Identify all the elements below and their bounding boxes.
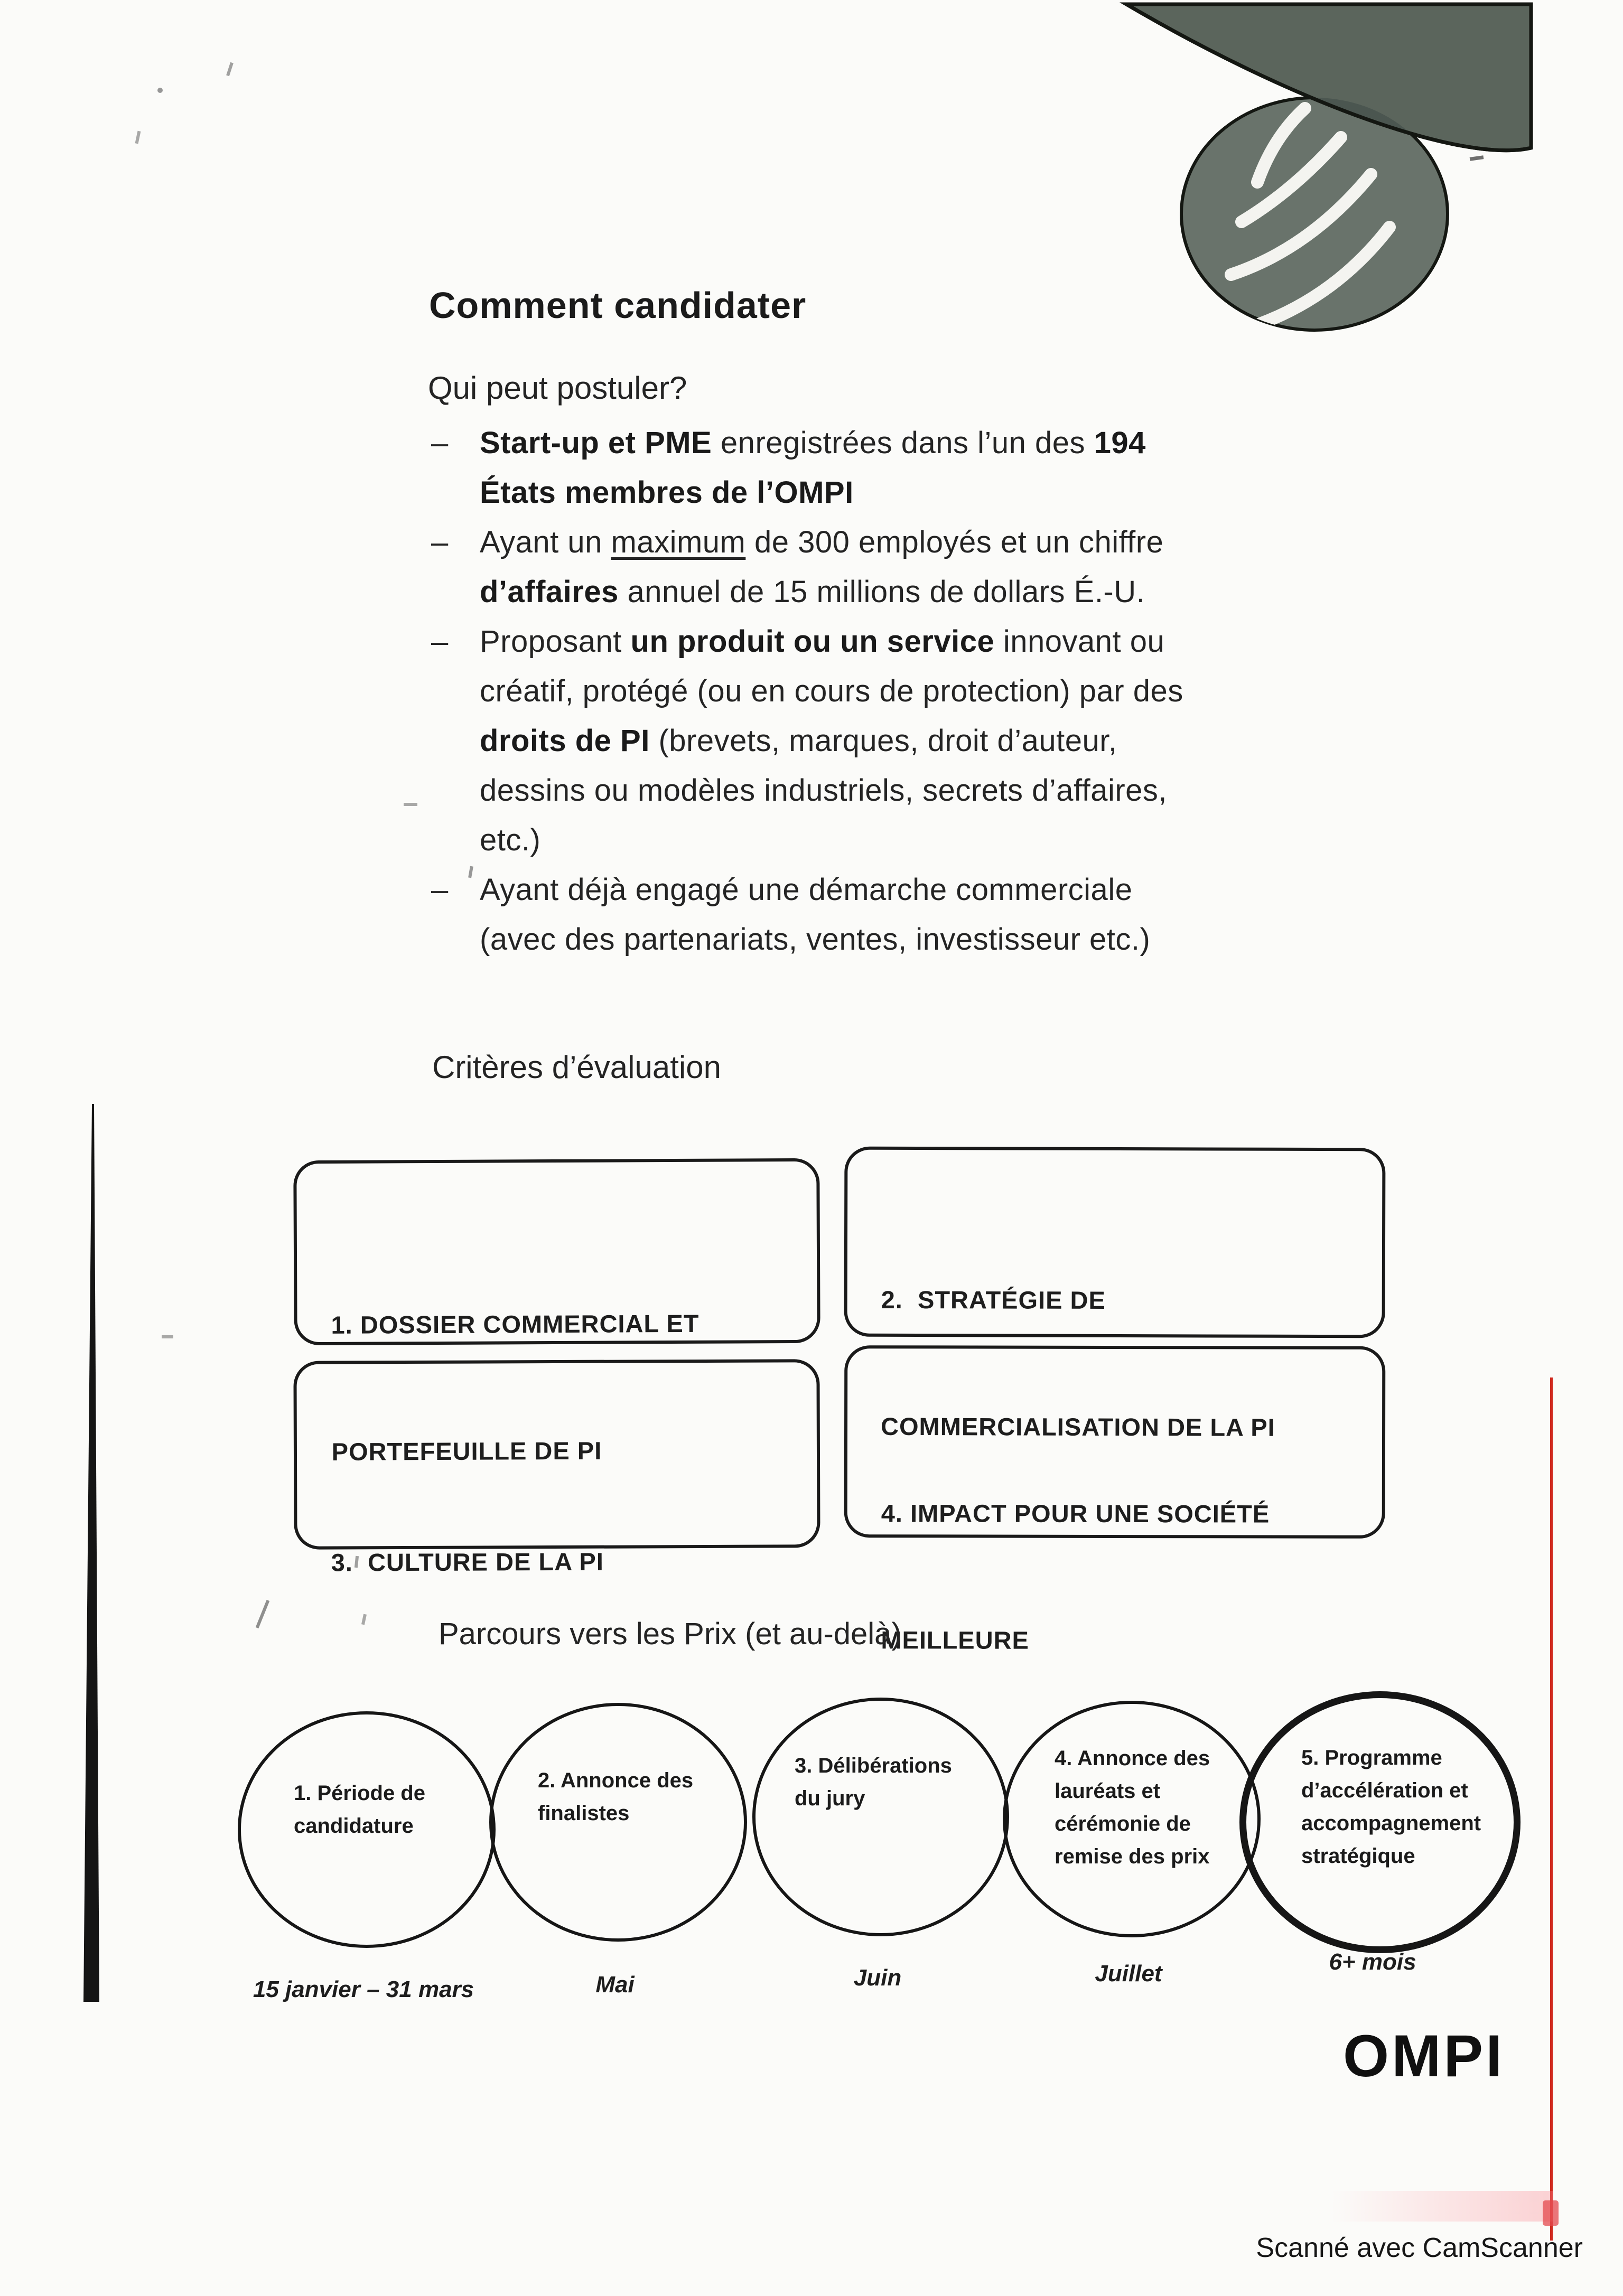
text-line: 2. STRATÉGIE DE <box>881 1285 1106 1314</box>
text-line: d’accélération et <box>1301 1779 1468 1802</box>
timeline-step-date: Mai <box>595 1972 635 1998</box>
text-segment: un produit ou un service <box>630 624 995 659</box>
text-segment: d’affaires <box>480 575 619 609</box>
timeline-step-2 <box>489 1703 747 1942</box>
timeline-step-4 <box>1003 1701 1261 1937</box>
text-segment: maximum <box>611 525 746 559</box>
bullet-dash: – <box>431 624 449 659</box>
list-item <box>429 617 1317 865</box>
timeline-step-label <box>1301 1741 1481 1872</box>
scan-speck <box>226 62 234 77</box>
eligibility-list <box>429 418 1317 964</box>
section-heading-journey: Parcours vers les Prix (et au-delà) <box>439 1617 902 1651</box>
scan-blob-artifact <box>1543 2200 1559 2226</box>
scan-edge-artifact <box>79 1104 111 2012</box>
camscanner-credit: Scanné avec CamScanner <box>1256 2233 1583 2263</box>
criteria-box-3 <box>293 1359 820 1577</box>
ompi-logo: OMPI <box>1343 2023 1505 2089</box>
list-item <box>429 518 1317 617</box>
text-line <box>480 567 1317 617</box>
text-segment: Proposant <box>480 624 631 659</box>
text-line: 1. DOSSIER COMMERCIAL ET <box>331 1309 699 1339</box>
text-line: 5. Programme <box>1301 1746 1442 1769</box>
timeline-step-date: 15 janvier – 31 mars <box>253 1976 474 2002</box>
scan-speck <box>162 1335 173 1338</box>
text-segment: 194 <box>1094 426 1146 460</box>
criteria-box-4 <box>844 1345 1386 1654</box>
text-segment: créatif, protégé (ou en cours de protection) par des <box>480 674 1183 708</box>
text-line <box>480 816 1317 865</box>
text-line: PORTEFEUILLE DE PI <box>331 1436 602 1466</box>
text-segment: annuel de 15 millions de dollars É.-U. <box>618 575 1145 609</box>
list-item <box>429 418 1317 518</box>
criteria-box-1 <box>293 1158 820 1466</box>
text-line: 3. Délibérations <box>795 1754 952 1777</box>
criteria-box-label <box>881 1408 1270 1746</box>
text-line: stratégique <box>1301 1844 1415 1868</box>
text-line: candidature <box>294 1814 414 1838</box>
brand-graphic <box>1083 0 1569 370</box>
timeline-step-label <box>538 1764 693 1830</box>
text-line: 2. Annonce des <box>538 1769 694 1792</box>
text-line: accompagnement <box>1301 1812 1481 1835</box>
text-segment: droits de PI <box>480 724 650 758</box>
text-segment: Ayant déjà engagé une démarche commerciale <box>480 873 1133 907</box>
text-line: MEILLEURE <box>881 1626 1029 1654</box>
scan-speck <box>256 1600 270 1628</box>
text-line <box>480 915 1317 964</box>
section-heading-who-can-apply: Qui peut postuler? <box>428 370 687 406</box>
text-line <box>480 865 1317 915</box>
text-segment: (avec des partenariats, ventes, investisseur etc.) <box>480 922 1151 957</box>
timeline-step-label <box>795 1749 952 1815</box>
bullet-dash: – <box>431 873 449 907</box>
timeline-step-date: 6+ mois <box>1329 1949 1416 1975</box>
page-title: Comment candidater <box>429 285 807 326</box>
text-line <box>480 766 1317 816</box>
text-line: 3. CULTURE DE LA PI <box>331 1547 604 1577</box>
scan-speck <box>135 131 141 144</box>
list-item <box>429 865 1317 964</box>
text-line: 4. Annonce des <box>1055 1747 1210 1770</box>
text-line: finalistes <box>538 1802 630 1825</box>
text-segment: dessins ou modèles industriels, secrets d’affaires, <box>480 773 1168 808</box>
text-segment: Start-up et PME <box>480 426 712 460</box>
text-line <box>480 518 1317 567</box>
text-line <box>480 418 1317 468</box>
scan-border-artifact <box>1550 1377 1553 2241</box>
text-line: remise des prix <box>1055 1845 1210 1868</box>
scan-speck <box>404 803 417 806</box>
timeline-step-date: Juin <box>853 1965 902 1991</box>
criteria-box-2 <box>844 1147 1386 1441</box>
text-line: cérémonie de <box>1055 1812 1191 1835</box>
text-line: 1. Période de <box>294 1782 425 1805</box>
text-line: COMMERCIALISATION DE LA PI <box>881 1412 1275 1441</box>
timeline-step-label <box>1055 1742 1210 1873</box>
text-line: du jury <box>795 1787 865 1810</box>
text-segment: États membres de l’OMPI <box>480 475 854 510</box>
scan-speck <box>157 88 163 93</box>
timeline-step-5 <box>1239 1691 1521 1953</box>
text-line <box>480 468 1317 518</box>
text-line <box>480 716 1317 766</box>
text-line: lauréats et <box>1055 1779 1161 1803</box>
text-segment: enregistrées dans l’un des <box>712 426 1094 460</box>
timeline-step-label <box>294 1777 425 1842</box>
text-segment: innovant ou <box>994 624 1165 659</box>
text-segment: etc.) <box>480 823 541 857</box>
scan-smear-artifact <box>1331 2191 1553 2222</box>
bullet-dash: – <box>431 426 449 460</box>
timeline-step-date: Juillet <box>1095 1961 1162 1986</box>
timeline-step-3 <box>752 1698 1009 1936</box>
bullet-dash: – <box>431 525 449 559</box>
section-heading-criteria: Critères d’évaluation <box>432 1049 721 1085</box>
text-line <box>480 667 1317 716</box>
text-line: 4. IMPACT POUR UNE SOCIÉTÉ <box>881 1499 1270 1528</box>
text-segment: (brevets, marques, droit d’auteur, <box>649 724 1117 758</box>
timeline-step-1 <box>238 1711 496 1948</box>
text-segment: Ayant un <box>480 525 611 559</box>
text-segment: de 300 employés et un chiffre <box>745 525 1164 559</box>
text-line <box>480 617 1317 667</box>
